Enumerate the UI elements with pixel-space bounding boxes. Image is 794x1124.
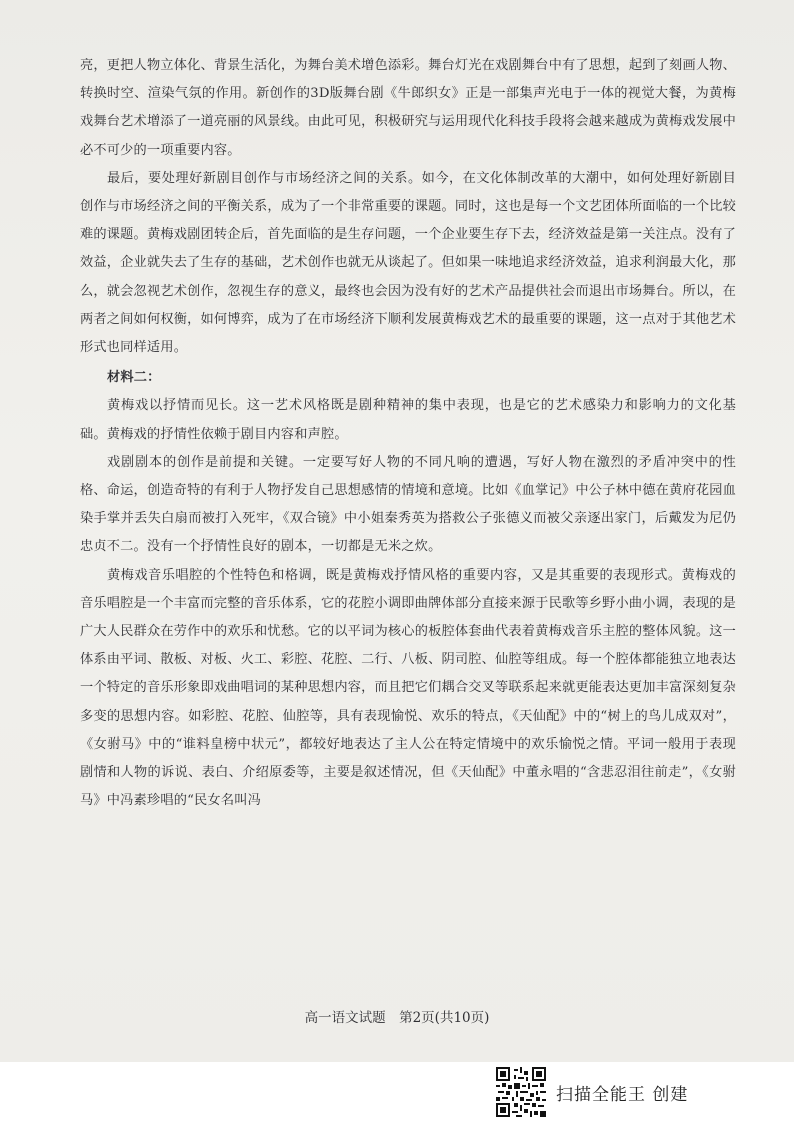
- paragraph-lyricism: 黄梅戏以抒情而见长。这一艺术风格既是剧种精神的集中表现，也是它的艺术感染力和影响力的文化基础。黄梅戏的抒情性依赖于剧目内容和声腔。: [80, 398, 736, 442]
- material-heading: 材料二：: [107, 370, 161, 386]
- paragraph-continuation: 亮，更把人物立体化、背景生活化，为舞台美术增色添彩。舞台灯光在戏剧舞台中有了思想，起到了刻画人物、转换时空、渲染气氛的作用。新创作的3D版舞台剧《牛郎织女》正是一部集声光电于一体的视觉大餐，为黄梅戏舞台艺术增添了一道亮丽的风景线。由此可见，积极研究与运用现代化科技手段将会越来越成为黄梅戏发展中必不可少的一项重要内容。: [80, 58, 736, 158]
- page-footer: 高一语文试题 第2页(共10页): [304, 1010, 490, 1026]
- page-body: [80, 52, 736, 815]
- qr-code-icon: [496, 1067, 546, 1117]
- paragraph-finally: 最后，要处理好新剧目创作与市场经济之间的关系。如今，在文化体制改革的大潮中，如何处理好新剧目创作与市场经济之间的平衡关系，成为了一个非常重要的课题。同时，这也是每一个文艺团体所面临的一个比较难的课题。黄梅戏剧团转企后，首先面临的是生存问题，一个企业要生存下去，经济效益是第一关注点。没有了效益，企业就失去了生存的基础，艺术创作也就无从谈起了。但如果一味地追求经济效益，追求利润最大化，那么，就会忽视艺术创作，忽视生存的意义，最终也会因为没有好的艺术产品提供社会而退出市场舞台。所以，在两者之间如何权衡，如何博弈，成为了在市场经济下顺利发展黄梅戏艺术的最重要的课题，这一点对于其他艺术形式也同样适用。: [80, 170, 736, 356]
- paragraph-script: 戏剧剧本的创作是前提和关键。一定要写好人物的不同凡响的遭遇，写好人物在激烈的矛盾冲突中的性格、命运，创造奇特的有利于人物抒发自己思想感情的情境和意境。比如《血掌记》中公子林中德在黄府花园血染手掌并丢失白扇而被打入死牢，《双合镜》中小姐秦秀英为搭救公子张德义而被父亲逐出家门，后戴发为尼仍忠贞不二。没有一个抒情性良好的剧本，一切都是无米之炊。: [80, 454, 736, 555]
- watermark-text: 扫描全能王 创建: [556, 1084, 689, 1105]
- paragraph-music: 黄梅戏音乐唱腔的个性特色和格调，既是黄梅戏抒情风格的重要内容，又是其重要的表现形式。黄梅戏的音乐唱腔是一个丰富而完整的音乐体系，它的花腔小调即曲牌体部分直接来源于民歌等乡野小曲小调，表现的是广大人民群众在劳作中的欢乐和忧愁。它的以平词为核心的板腔体套曲代表着黄梅戏音乐主腔的整体风貌。这一体系由平词、散板、对板、火工、彩腔、花腔、二行、八板、阴司腔、仙腔等组成。每一个腔体都能独立地表达一个特定的音乐形象即戏曲唱词的某种思想内容，而且把它们耦合交叉等联系起来就更能表达更加丰富深刻复杂多变的思想内容。如彩腔、花腔、仙腔等，具有表现愉悦、欢乐的特点，《天仙配》中的“树上的鸟儿成双对”，《女驸马》中的“谁料皇榜中状元”，都较好地表达了主人公在特定情境中的欢乐愉悦之情。平词一般用于表现剧情和人物的诉说、表白、介绍原委等，主要是叙述情况，但《天仙配》中董永唱的“含悲忍泪往前走”，《女驸马》中冯素珍唱的“民女名叫冯: [80, 567, 736, 809]
- scanner-watermark: [496, 1066, 688, 1118]
